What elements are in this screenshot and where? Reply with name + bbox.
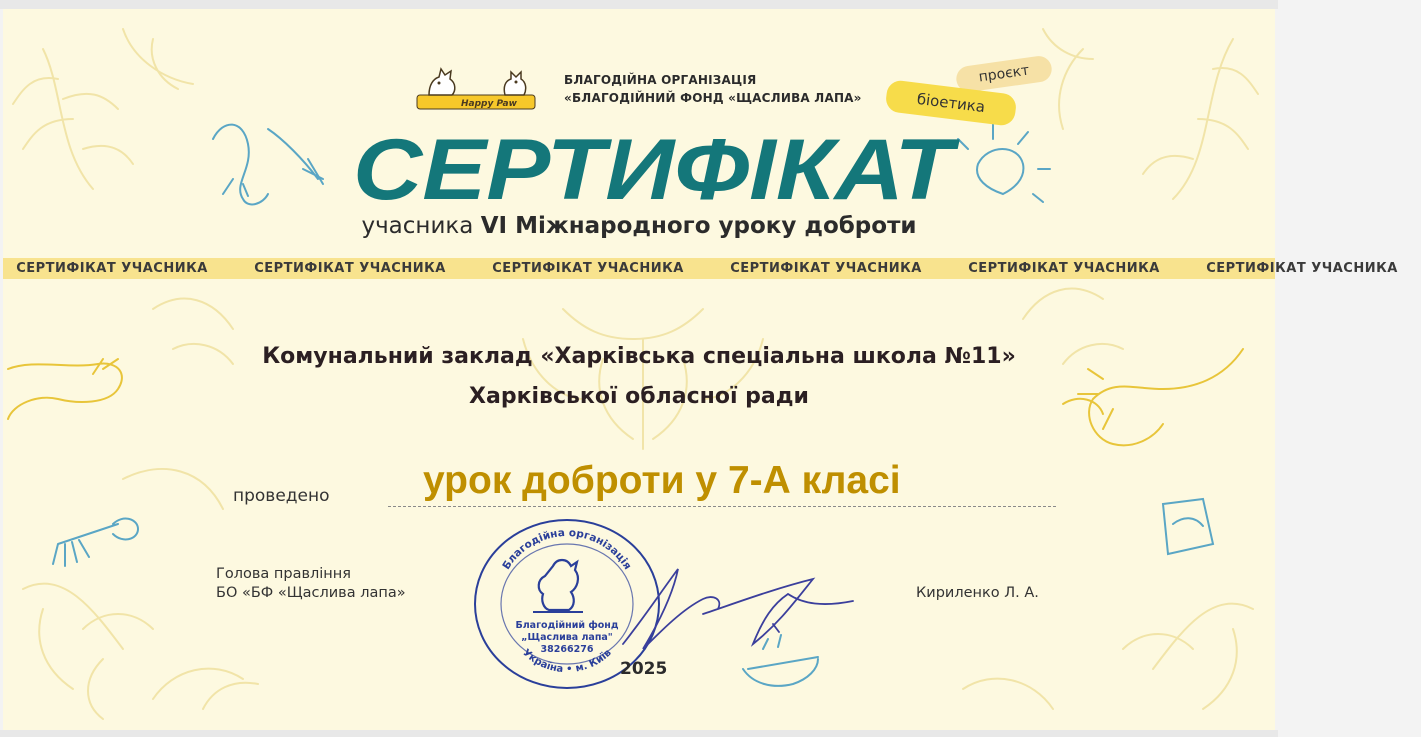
ribbon-text: СЕРТИФІКАТ УЧАСНИКА xyxy=(968,261,1160,276)
ribbon-track xyxy=(0,258,1421,279)
happy-paw-logo xyxy=(415,65,539,111)
ribbon-text: СЕРТИФІКАТ УЧАСНИКА xyxy=(1206,261,1398,276)
ribbon-text: СЕРТИФІКАТ УЧАСНИКА xyxy=(492,261,684,276)
ribbon-text: СЕРТИФІКАТ УЧАСНИКА xyxy=(730,261,922,276)
conducted-underline xyxy=(388,506,1056,507)
conducted-label: проведено xyxy=(233,486,330,506)
subtitle xyxy=(3,213,1275,239)
certificate xyxy=(3,9,1398,730)
logo-text: Happy Paw xyxy=(461,99,517,109)
signatory-position-1: Голова правління xyxy=(216,566,351,582)
bioethics-tag: біоетика xyxy=(885,79,1018,127)
ribbon-text: СЕРТИФІКАТ УЧАСНИКА xyxy=(254,261,446,276)
stamp-top-arc: Благодійна організація xyxy=(500,526,634,572)
title-text: СЕРТИФІКАТ xyxy=(353,122,961,218)
signatory-position-2: БО «БФ «Щаслива лапа» xyxy=(216,585,406,601)
stamp-line-2: „Щаслива лапа" xyxy=(521,632,613,643)
year: 2025 xyxy=(620,659,668,679)
window-bottom-edge xyxy=(0,730,1278,737)
school-line-1: Комунальний заклад «Харківська спеціальна школа №11» xyxy=(262,344,1016,369)
org-line-1: БЛАГОДІЙНА ОРГАНІЗАЦІЯ xyxy=(564,73,757,87)
ribbon-text: СЕРТИФІКАТ УЧАСНИКА xyxy=(16,261,208,276)
conducted-value: урок доброти у 7-А класі xyxy=(423,459,901,502)
stamp-bottom-arc: Україна • м. Київ xyxy=(520,647,614,676)
stamp-line-1: Благодійний фонд xyxy=(515,620,619,631)
org-line-2: «БЛАГОДІЙНИЙ ФОНД «ЩАСЛИВА ЛАПА» xyxy=(564,91,862,105)
stamp-code: 38266276 xyxy=(540,644,594,655)
ribbon xyxy=(3,258,1398,279)
project-tag: проєкт xyxy=(955,54,1054,93)
subtitle-bold: VI Міжнародного уроку доброти xyxy=(480,213,917,239)
certificate-title xyxy=(343,121,963,218)
signatory-name: Кириленко Л. А. xyxy=(916,585,1039,601)
window-top-edge xyxy=(0,0,1278,9)
subtitle-prefix: учасника xyxy=(361,213,481,239)
signature xyxy=(603,549,863,659)
school-line-2: Харківської обласної ради xyxy=(469,384,809,409)
